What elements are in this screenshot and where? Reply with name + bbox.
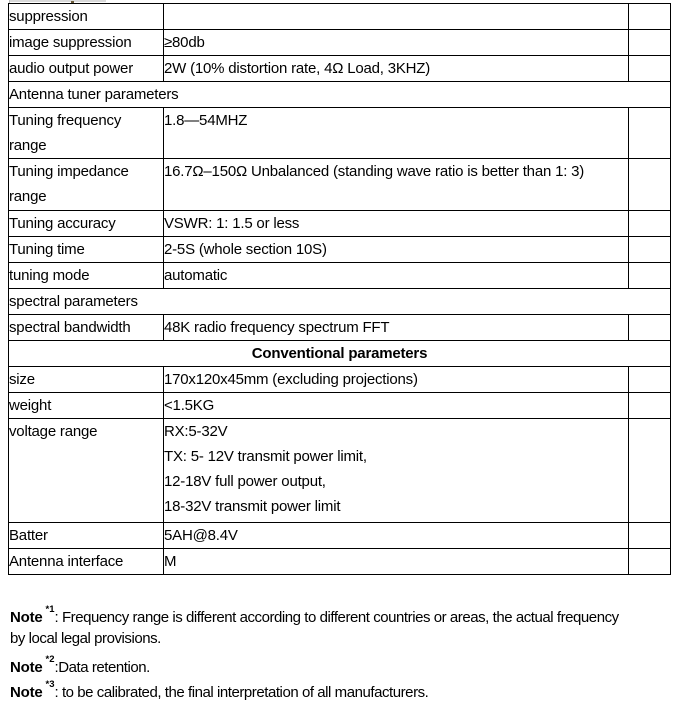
spec-label-line: Batter xyxy=(9,527,48,544)
table-row xyxy=(9,419,671,523)
spec-label-cell xyxy=(9,549,164,575)
spec-empty-cell xyxy=(629,523,671,549)
spec-value-line: 16.7Ω–150Ω Unbalanced (standing wave ratio is better than 1: 3) xyxy=(164,163,585,180)
spec-empty-cell xyxy=(629,30,671,56)
spec-value-cell xyxy=(164,108,629,159)
spec-label-line: range xyxy=(9,137,47,154)
spec-value-cell xyxy=(164,237,629,263)
spec-value-line: TX: 5- 12V transmit power limit, xyxy=(164,448,367,465)
table-row xyxy=(9,237,671,263)
spec-label-cell xyxy=(9,393,164,419)
spec-label-line: audio output power xyxy=(9,60,133,77)
spec-value-cell xyxy=(164,419,629,523)
spec-label-line: tuning mode xyxy=(9,267,90,284)
spec-label-line: Tuning accuracy xyxy=(9,215,116,232)
spec-label-line: Tuning time xyxy=(9,241,85,258)
spec-empty-cell xyxy=(629,56,671,82)
note-text: : Frequency range is different according to different countries or areas, the actual frequency xyxy=(54,609,619,626)
spec-value-cell xyxy=(164,393,629,419)
spec-label-cell xyxy=(9,237,164,263)
table-row xyxy=(9,159,671,211)
spec-label-line: range xyxy=(9,188,47,205)
spec-label-cell xyxy=(9,263,164,289)
spec-value-cell xyxy=(164,159,629,211)
spec-value-line: 48K radio frequency spectrum FFT xyxy=(164,319,390,336)
spec-label-line: weight xyxy=(9,397,52,414)
spec-label-line: Antenna interface xyxy=(9,553,124,570)
spec-value-cell xyxy=(164,549,629,575)
spec-empty-cell xyxy=(629,159,671,211)
spec-table-body xyxy=(9,4,671,575)
cropped-row-artifact xyxy=(10,0,106,2)
spec-empty-cell xyxy=(629,4,671,30)
section-row xyxy=(9,341,671,367)
table-row xyxy=(9,263,671,289)
note-line xyxy=(10,651,672,676)
note-superscript: *3 xyxy=(45,679,55,690)
table-row xyxy=(9,367,671,393)
note-text: : to be calibrated, the final interpretation of all manufacturers. xyxy=(54,684,429,701)
table-row xyxy=(9,523,671,549)
section-header-cell: Conventional parameters xyxy=(9,341,671,367)
spec-label-line: voltage range xyxy=(9,423,98,440)
table-row xyxy=(9,315,671,341)
spec-value-cell xyxy=(164,56,629,82)
spec-label-cell xyxy=(9,159,164,211)
spec-empty-cell xyxy=(629,263,671,289)
spec-label-cell xyxy=(9,4,164,30)
spec-label-line: size xyxy=(9,371,35,388)
spec-table xyxy=(8,3,671,575)
spec-value-line: RX:5-32V xyxy=(164,423,228,440)
table-row xyxy=(9,4,671,30)
spec-label-line: Tuning frequency xyxy=(9,112,122,129)
spec-value-line: VSWR: 1: 1.5 or less xyxy=(164,215,300,232)
spec-label-cell xyxy=(9,523,164,549)
spec-empty-cell xyxy=(629,419,671,523)
spec-value-cell xyxy=(164,30,629,56)
note-label: Note xyxy=(10,659,43,676)
spec-value-line: M xyxy=(164,553,177,570)
spec-value-line: 170x120x45mm (excluding projections) xyxy=(164,371,418,388)
table-row xyxy=(9,393,671,419)
spec-label-cell xyxy=(9,30,164,56)
table-row xyxy=(9,108,671,159)
spec-empty-cell xyxy=(629,549,671,575)
spec-label-cell xyxy=(9,367,164,393)
section-header-cell: Antenna tuner parameters xyxy=(9,82,671,108)
spec-value-line: 2-5S (whole section 10S) xyxy=(164,241,327,258)
note-text: by local legal provisions. xyxy=(10,630,161,647)
spec-value-cell xyxy=(164,263,629,289)
table-row xyxy=(9,30,671,56)
spec-value-line: <1.5KG xyxy=(164,397,215,414)
spec-value-line: 5AH@8.4V xyxy=(164,527,238,544)
note-label: Note xyxy=(10,684,43,701)
spec-empty-cell xyxy=(629,211,671,237)
spec-value-line: 12-18V full power output, xyxy=(164,473,326,490)
spec-label-line: suppression xyxy=(9,8,88,25)
spec-value-line: 18-32V transmit power limit xyxy=(164,498,341,515)
section-row xyxy=(9,289,671,315)
spec-value-cell xyxy=(164,367,629,393)
note-superscript: *2 xyxy=(45,654,55,665)
spec-label-line: spectral bandwidth xyxy=(9,319,131,336)
spec-label-cell xyxy=(9,315,164,341)
spec-value-line: automatic xyxy=(164,267,228,284)
notes-block xyxy=(10,601,672,701)
table-row xyxy=(9,211,671,237)
spec-value-cell xyxy=(164,523,629,549)
table-row xyxy=(9,56,671,82)
spec-empty-cell xyxy=(629,393,671,419)
spec-value-line: ≥80db xyxy=(164,34,205,51)
note-line xyxy=(10,676,672,701)
table-row xyxy=(9,549,671,575)
spec-label-cell xyxy=(9,108,164,159)
spec-label-line: Tuning impedance xyxy=(9,163,129,180)
spec-label-cell xyxy=(9,211,164,237)
spec-label-line: image suppression xyxy=(9,34,132,51)
note-line xyxy=(10,626,672,651)
note-superscript: *1 xyxy=(45,604,55,615)
spec-empty-cell xyxy=(629,237,671,263)
spec-value-cell xyxy=(164,4,629,30)
spec-value-cell xyxy=(164,211,629,237)
spec-empty-cell xyxy=(629,367,671,393)
spec-value-line: 2W (10% distortion rate, 4Ω Load, 3KHZ) xyxy=(164,60,431,77)
note-text: :Data retention. xyxy=(54,659,150,676)
section-header-cell: spectral parameters xyxy=(9,289,671,315)
spec-empty-cell xyxy=(629,315,671,341)
note-line xyxy=(10,601,672,626)
spec-value-cell xyxy=(164,315,629,341)
section-row xyxy=(9,82,671,108)
spec-value-line: 1.8—54MHZ xyxy=(164,112,248,129)
note-label: Note xyxy=(10,609,43,626)
spec-label-cell xyxy=(9,419,164,523)
spec-label-cell xyxy=(9,56,164,82)
spec-empty-cell xyxy=(629,108,671,159)
